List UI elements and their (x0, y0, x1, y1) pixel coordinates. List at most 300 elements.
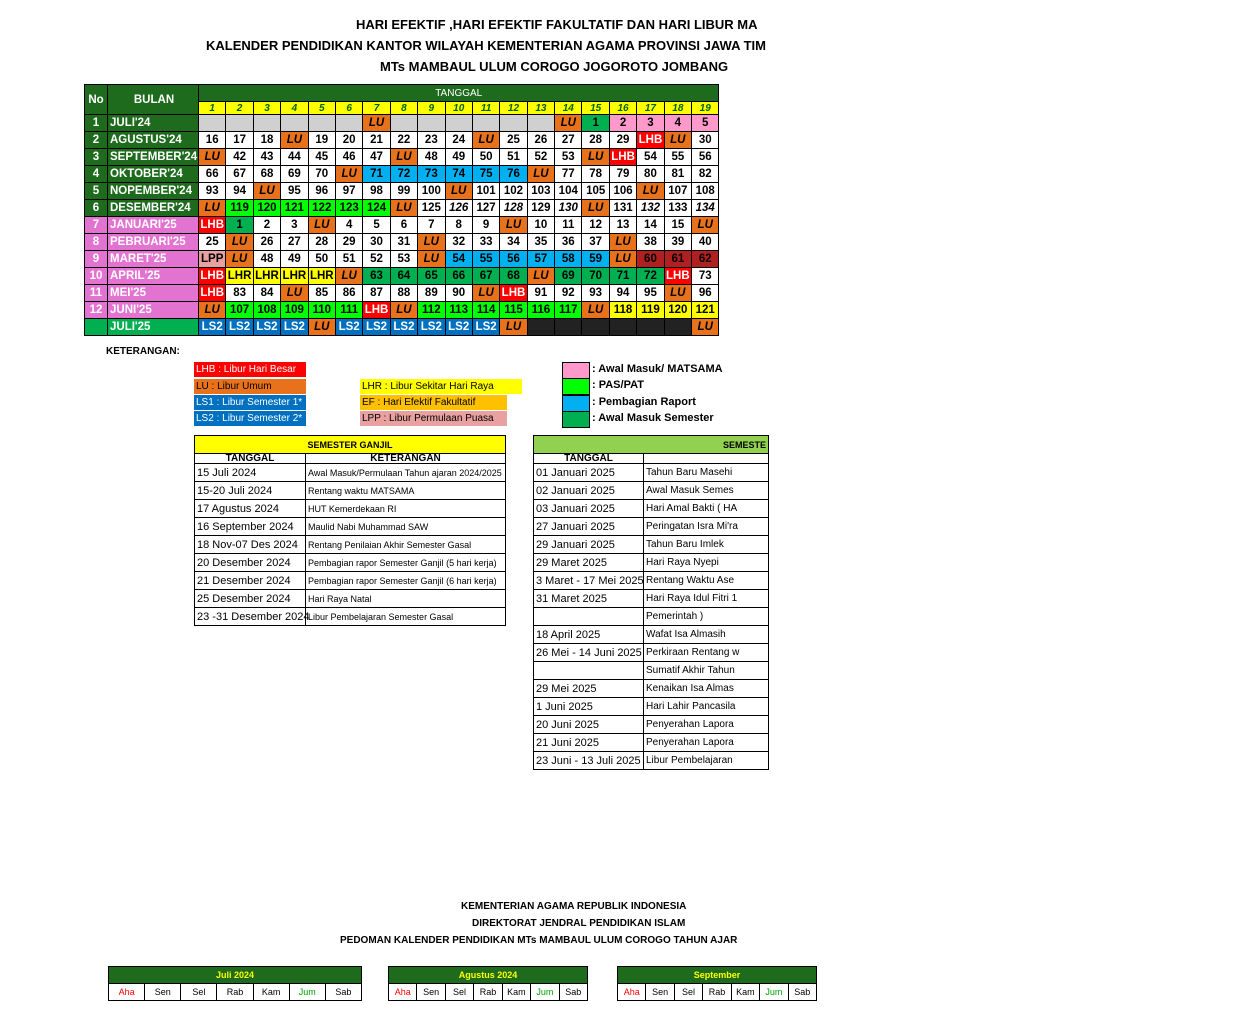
swatch-awal-semester (562, 411, 590, 428)
day-cell: 102 (500, 183, 527, 200)
day-number-header: 12 (500, 102, 527, 115)
day-cell: LHB (363, 302, 390, 319)
day-cell (555, 319, 582, 336)
day-cell (253, 115, 280, 132)
event-description: Pembagian rapor Semester Ganjil (5 hari kerja) (306, 554, 506, 572)
mini-calendar-september (617, 966, 817, 1001)
day-cell: 72 (637, 268, 664, 285)
footer-line-1: KEMENTERIAN AGAMA REPUBLIK INDONESIA (461, 901, 687, 912)
event-description: Tahun Baru Imlek (644, 536, 769, 554)
table-row (534, 482, 769, 500)
day-cell: LU (335, 166, 362, 183)
event-description: Sumatif Akhir Tahun (644, 662, 769, 680)
weekday-header: Kam (253, 984, 289, 1001)
day-cell: LU (199, 302, 226, 319)
day-cell: 107 (664, 183, 691, 200)
day-cell: 59 (582, 251, 609, 268)
day-cell: LU (363, 115, 390, 132)
day-number-header: 5 (308, 102, 335, 115)
weekday-header: Rab (217, 984, 253, 1001)
day-cell: 17 (226, 132, 253, 149)
day-cell: 3 (281, 217, 308, 234)
weekday-header: Sel (674, 984, 702, 1001)
day-cell: 31 (390, 234, 417, 251)
day-cell: 65 (418, 268, 445, 285)
day-cell: 46 (335, 149, 362, 166)
day-cell: 101 (472, 183, 499, 200)
day-number-header: 2 (226, 102, 253, 115)
table-row (534, 662, 769, 680)
legend-ef: EF : Hari Efektif Fakultatif (360, 395, 507, 410)
day-cell: 108 (692, 183, 719, 200)
day-cell: 26 (253, 234, 280, 251)
event-date: 15 Juli 2024 (195, 464, 306, 482)
row-number: 5 (85, 183, 108, 200)
swatch-label-awal-semester: : Awal Masuk Semester (592, 412, 714, 424)
day-cell: LU (500, 319, 527, 336)
table-row (195, 464, 506, 482)
day-cell (308, 115, 335, 132)
day-cell (418, 115, 445, 132)
event-date: 03 Januari 2025 (534, 500, 644, 518)
row-number: 12 (85, 302, 108, 319)
day-number-header: 14 (555, 102, 582, 115)
day-cell: 1 (582, 115, 609, 132)
day-cell: 35 (527, 234, 554, 251)
day-cell: 50 (472, 149, 499, 166)
legend-ls2: LS2 : Libur Semester 2* (194, 411, 306, 426)
day-cell: 98 (363, 183, 390, 200)
weekday-header: Sab (788, 984, 816, 1001)
event-date (534, 662, 644, 680)
day-cell: 29 (335, 234, 362, 251)
day-cell: 8 (445, 217, 472, 234)
calendar-row (85, 268, 719, 285)
table-row (534, 698, 769, 716)
day-cell: LU (637, 183, 664, 200)
genap-col-keterangan (644, 454, 769, 464)
event-date: 15-20 Juli 2024 (195, 482, 306, 500)
day-cell: 18 (253, 132, 280, 149)
table-row (534, 536, 769, 554)
keterangan-title: KETERANGAN: (106, 346, 180, 357)
event-description: Hari Amal Bakti ( HA (644, 500, 769, 518)
day-cell: LS2 (253, 319, 280, 336)
day-cell: 48 (418, 149, 445, 166)
day-cell: 57 (527, 251, 554, 268)
day-cell: 95 (637, 285, 664, 302)
event-date: 18 April 2025 (534, 626, 644, 644)
day-cell: 53 (390, 251, 417, 268)
table-row (534, 554, 769, 572)
day-cell: 116 (527, 302, 554, 319)
day-cell: 40 (692, 234, 719, 251)
calendar-row (85, 183, 719, 200)
event-description: Pemerintah ) (644, 608, 769, 626)
day-cell: LU (692, 319, 719, 336)
day-cell (664, 319, 691, 336)
day-cell: 95 (281, 183, 308, 200)
day-cell: LU (664, 132, 691, 149)
day-cell: 111 (335, 302, 362, 319)
month-name: JULI'25 (108, 319, 199, 336)
day-cell (226, 115, 253, 132)
day-cell: 62 (692, 251, 719, 268)
day-cell: 13 (609, 217, 636, 234)
event-date: 23 Juni - 13 Juli 2025 (534, 752, 644, 770)
mini-days-agustus (389, 984, 588, 1001)
day-cell: LU (609, 234, 636, 251)
table-row (195, 554, 506, 572)
day-cell: 88 (390, 285, 417, 302)
event-date: 21 Juni 2025 (534, 734, 644, 752)
day-cell: 4 (335, 217, 362, 234)
day-number-header: 17 (637, 102, 664, 115)
day-number-header: 15 (582, 102, 609, 115)
day-cell: LS2 (390, 319, 417, 336)
day-cell: 122 (308, 200, 335, 217)
day-cell: LU (527, 268, 554, 285)
day-cell: LU (527, 166, 554, 183)
day-cell: LU (609, 251, 636, 268)
day-number-header: 19 (692, 102, 719, 115)
day-cell: 93 (582, 285, 609, 302)
day-cell: LS2 (226, 319, 253, 336)
day-cell: 77 (555, 166, 582, 183)
mini-calendar-juli (108, 966, 362, 1001)
ganjil-col-keterangan: KETERANGAN (306, 454, 506, 464)
day-cell: 130 (555, 200, 582, 217)
month-name: APRIL'25 (108, 268, 199, 285)
header-line-2: KALENDER PENDIDIKAN KANTOR WILAYAH KEMENTERIAN AGAMA PROVINSI JAWA TIM (206, 38, 766, 53)
event-description: Wafat Isa Almasih (644, 626, 769, 644)
day-cell: 47 (363, 149, 390, 166)
day-cell: LHB (199, 285, 226, 302)
day-number-header: 6 (335, 102, 362, 115)
day-cell (472, 115, 499, 132)
day-cell: 104 (555, 183, 582, 200)
day-cell: 67 (226, 166, 253, 183)
day-cell: LU (664, 285, 691, 302)
day-cell: 9 (472, 217, 499, 234)
weekday-header: Jum (289, 984, 325, 1001)
event-date: 3 Maret - 17 Mei 2025 (534, 572, 644, 590)
day-cell: 73 (418, 166, 445, 183)
event-date: 25 Desember 2024 (195, 590, 306, 608)
day-cell: 51 (335, 251, 362, 268)
weekday-header: Aha (109, 984, 145, 1001)
day-cell: 53 (555, 149, 582, 166)
mini-days-juli (109, 984, 362, 1001)
swatch-awal-masuk (562, 362, 590, 379)
day-cell (527, 319, 554, 336)
event-date: 17 Agustus 2024 (195, 500, 306, 518)
header-line-1: HARI EFEKTIF ,HARI EFEKTIF FAKULTATIF DAN HARI LIBUR MA (356, 17, 758, 32)
calendar-row (85, 115, 719, 132)
day-cell (390, 115, 417, 132)
day-cell: 89 (418, 285, 445, 302)
row-number: 9 (85, 251, 108, 268)
event-date: 29 Januari 2025 (534, 536, 644, 554)
day-cell: 2 (253, 217, 280, 234)
day-cell: 63 (363, 268, 390, 285)
event-description: Libur Pembelajaran Semester Gasal (306, 608, 506, 626)
weekday-header: Sab (325, 984, 361, 1001)
day-number-header: 1 (199, 102, 226, 115)
day-cell: LS2 (281, 319, 308, 336)
day-cell: LS2 (445, 319, 472, 336)
swatch-label-raport: : Pembagian Raport (592, 396, 696, 408)
day-cell (582, 319, 609, 336)
month-name: OKTOBER'24 (108, 166, 199, 183)
month-name: MARET'25 (108, 251, 199, 268)
row-number: 8 (85, 234, 108, 251)
table-row (534, 518, 769, 536)
month-name: MEI'25 (108, 285, 199, 302)
day-cell: 105 (582, 183, 609, 200)
day-cell: LHB (609, 149, 636, 166)
day-cell: 2 (609, 115, 636, 132)
day-cell: 51 (500, 149, 527, 166)
day-cell: LU (472, 285, 499, 302)
day-cell: 107 (226, 302, 253, 319)
event-description: Awal Masuk/Permulaan Tahun ajaran 2024/2025 (306, 464, 506, 482)
day-cell: 121 (692, 302, 719, 319)
event-description: Rentang Waktu Ase (644, 572, 769, 590)
day-cell: 54 (445, 251, 472, 268)
day-cell: 6 (390, 217, 417, 234)
weekday-header: Sen (646, 984, 674, 1001)
day-cell: 129 (527, 200, 554, 217)
day-cell: LS2 (472, 319, 499, 336)
day-cell: 10 (527, 217, 554, 234)
day-cell: LHB (199, 217, 226, 234)
day-cell: 5 (363, 217, 390, 234)
calendar-row (85, 132, 719, 149)
day-cell: 52 (527, 149, 554, 166)
day-cell: 56 (500, 251, 527, 268)
day-cell: LU (226, 234, 253, 251)
day-cell: 27 (281, 234, 308, 251)
day-cell: 113 (445, 302, 472, 319)
day-cell: LU (281, 285, 308, 302)
day-number-header: 9 (418, 102, 445, 115)
day-cell: 119 (226, 200, 253, 217)
event-description: Pembagian rapor Semester Ganjil (6 hari kerja) (306, 572, 506, 590)
day-cell: 25 (199, 234, 226, 251)
day-cell: 127 (472, 200, 499, 217)
day-cell: 37 (582, 234, 609, 251)
row-number: 4 (85, 166, 108, 183)
event-date: 23 -31 Desember 2024 (195, 608, 306, 626)
col-tanggal-header: TANGGAL (199, 85, 719, 102)
day-cell: 110 (308, 302, 335, 319)
day-cell: 74 (445, 166, 472, 183)
day-number-header: 7 (363, 102, 390, 115)
day-cell: 90 (445, 285, 472, 302)
table-row (195, 536, 506, 554)
event-date: 27 Januari 2025 (534, 518, 644, 536)
day-cell: LU (418, 251, 445, 268)
table-row (195, 500, 506, 518)
swatch-pas (562, 378, 590, 395)
calendar-row (85, 251, 719, 268)
event-description: Perkiraan Rentang w (644, 644, 769, 662)
day-cell: 126 (445, 200, 472, 217)
event-description: Hari Raya Natal (306, 590, 506, 608)
mini-days-september (618, 984, 817, 1001)
day-cell: LU (582, 149, 609, 166)
event-description: Libur Pembelajaran (644, 752, 769, 770)
day-cell: 123 (335, 200, 362, 217)
month-name: SEPTEMBER'24 (108, 149, 199, 166)
day-cell: 69 (555, 268, 582, 285)
day-cell: 48 (253, 251, 280, 268)
day-cell: 23 (418, 132, 445, 149)
event-date: 1 Juni 2025 (534, 698, 644, 716)
legend-lhr: LHR : Libur Sekitar Hari Raya (360, 379, 522, 394)
day-cell: 114 (472, 302, 499, 319)
day-cell: 106 (609, 183, 636, 200)
day-cell: 1 (226, 217, 253, 234)
day-cell (527, 115, 554, 132)
legend-lu: LU : Libur Umum (194, 379, 306, 394)
table-row (534, 590, 769, 608)
day-cell: 52 (363, 251, 390, 268)
day-cell: LHB (637, 132, 664, 149)
day-cell (335, 115, 362, 132)
event-date: 02 Januari 2025 (534, 482, 644, 500)
event-description: Kenaikan Isa Almas (644, 680, 769, 698)
day-cell (637, 319, 664, 336)
day-cell: LHR (308, 268, 335, 285)
calendar-row (85, 234, 719, 251)
event-description: HUT Kemerdekaan RI (306, 500, 506, 518)
day-cell: LU (308, 217, 335, 234)
day-cell: LU (226, 251, 253, 268)
row-number: 7 (85, 217, 108, 234)
day-cell: LHR (253, 268, 280, 285)
footer-line-2: DIREKTORAT JENDRAL PENDIDIKAN ISLAM (472, 918, 686, 929)
day-cell: 7 (418, 217, 445, 234)
day-cell: 71 (363, 166, 390, 183)
day-cell: LU (199, 200, 226, 217)
day-cell: 103 (527, 183, 554, 200)
table-row (534, 572, 769, 590)
day-cell: 128 (500, 200, 527, 217)
weekday-header: Aha (618, 984, 646, 1001)
legend-lhb: LHB : Libur Hari Besar (194, 362, 306, 377)
day-cell: LU (199, 149, 226, 166)
ganjil-title: SEMESTER GANJIL (195, 436, 506, 454)
table-row (534, 734, 769, 752)
event-date: 26 Mei - 14 Juni 2025 (534, 644, 644, 662)
day-cell: LU (281, 132, 308, 149)
day-cell: 34 (500, 234, 527, 251)
table-row (534, 626, 769, 644)
day-cell: 55 (472, 251, 499, 268)
day-cell: LHB (664, 268, 691, 285)
day-cell: LU (335, 268, 362, 285)
day-cell: 115 (500, 302, 527, 319)
legend-lpp: LPP : Libur Permulaan Puasa (360, 411, 507, 426)
day-cell: 44 (281, 149, 308, 166)
day-cell: LS2 (363, 319, 390, 336)
table-row (195, 608, 506, 626)
day-cell: 85 (308, 285, 335, 302)
mini-calendar-agustus (388, 966, 588, 1001)
day-cell (199, 115, 226, 132)
day-cell: LPP (199, 251, 226, 268)
day-cell: 99 (390, 183, 417, 200)
event-description: Tahun Baru Masehi (644, 464, 769, 482)
day-cell: 12 (582, 217, 609, 234)
day-cell: 124 (363, 200, 390, 217)
day-cell: 118 (609, 302, 636, 319)
event-date: 21 Desember 2024 (195, 572, 306, 590)
day-cell: 15 (664, 217, 691, 234)
day-cell: 27 (555, 132, 582, 149)
weekday-header: Sen (145, 984, 181, 1001)
weekday-header: Sel (445, 984, 473, 1001)
event-date: 20 Desember 2024 (195, 554, 306, 572)
day-cell: 92 (555, 285, 582, 302)
row-number (85, 319, 108, 336)
day-cell: 84 (253, 285, 280, 302)
calendar-table (84, 84, 719, 336)
day-cell: LS2 (199, 319, 226, 336)
day-cell: 20 (335, 132, 362, 149)
event-description: Rentang Penilaian Akhir Semester Gasal (306, 536, 506, 554)
day-cell: 117 (555, 302, 582, 319)
event-date: 31 Maret 2025 (534, 590, 644, 608)
day-cell: 79 (609, 166, 636, 183)
day-cell (445, 115, 472, 132)
month-name: AGUSTUS'24 (108, 132, 199, 149)
month-name: JANUARI'25 (108, 217, 199, 234)
day-cell: 75 (472, 166, 499, 183)
day-cell: LHB (199, 268, 226, 285)
event-date: 18 Nov-07 Des 2024 (195, 536, 306, 554)
day-cell: 43 (253, 149, 280, 166)
col-no-header: No (85, 85, 108, 115)
day-cell: 58 (555, 251, 582, 268)
month-name: NOPEMBER'24 (108, 183, 199, 200)
swatch-label-pas: : PAS/PAT (592, 379, 644, 391)
event-description: Hari Raya Nyepi (644, 554, 769, 572)
day-cell: 119 (637, 302, 664, 319)
day-cell: 66 (199, 166, 226, 183)
day-cell: 80 (637, 166, 664, 183)
day-cell: LU (445, 183, 472, 200)
day-cell: 49 (445, 149, 472, 166)
day-cell: 133 (664, 200, 691, 217)
day-cell: 120 (664, 302, 691, 319)
day-cell: 26 (527, 132, 554, 149)
day-cell: 36 (555, 234, 582, 251)
day-cell: 96 (692, 285, 719, 302)
day-cell: 22 (390, 132, 417, 149)
day-cell: 132 (637, 200, 664, 217)
day-cell (609, 319, 636, 336)
table-row (195, 572, 506, 590)
day-cell: 69 (281, 166, 308, 183)
day-number-header: 4 (281, 102, 308, 115)
day-cell: 100 (418, 183, 445, 200)
day-cell: 29 (609, 132, 636, 149)
event-description: Penyerahan Lapora (644, 734, 769, 752)
day-cell: 45 (308, 149, 335, 166)
